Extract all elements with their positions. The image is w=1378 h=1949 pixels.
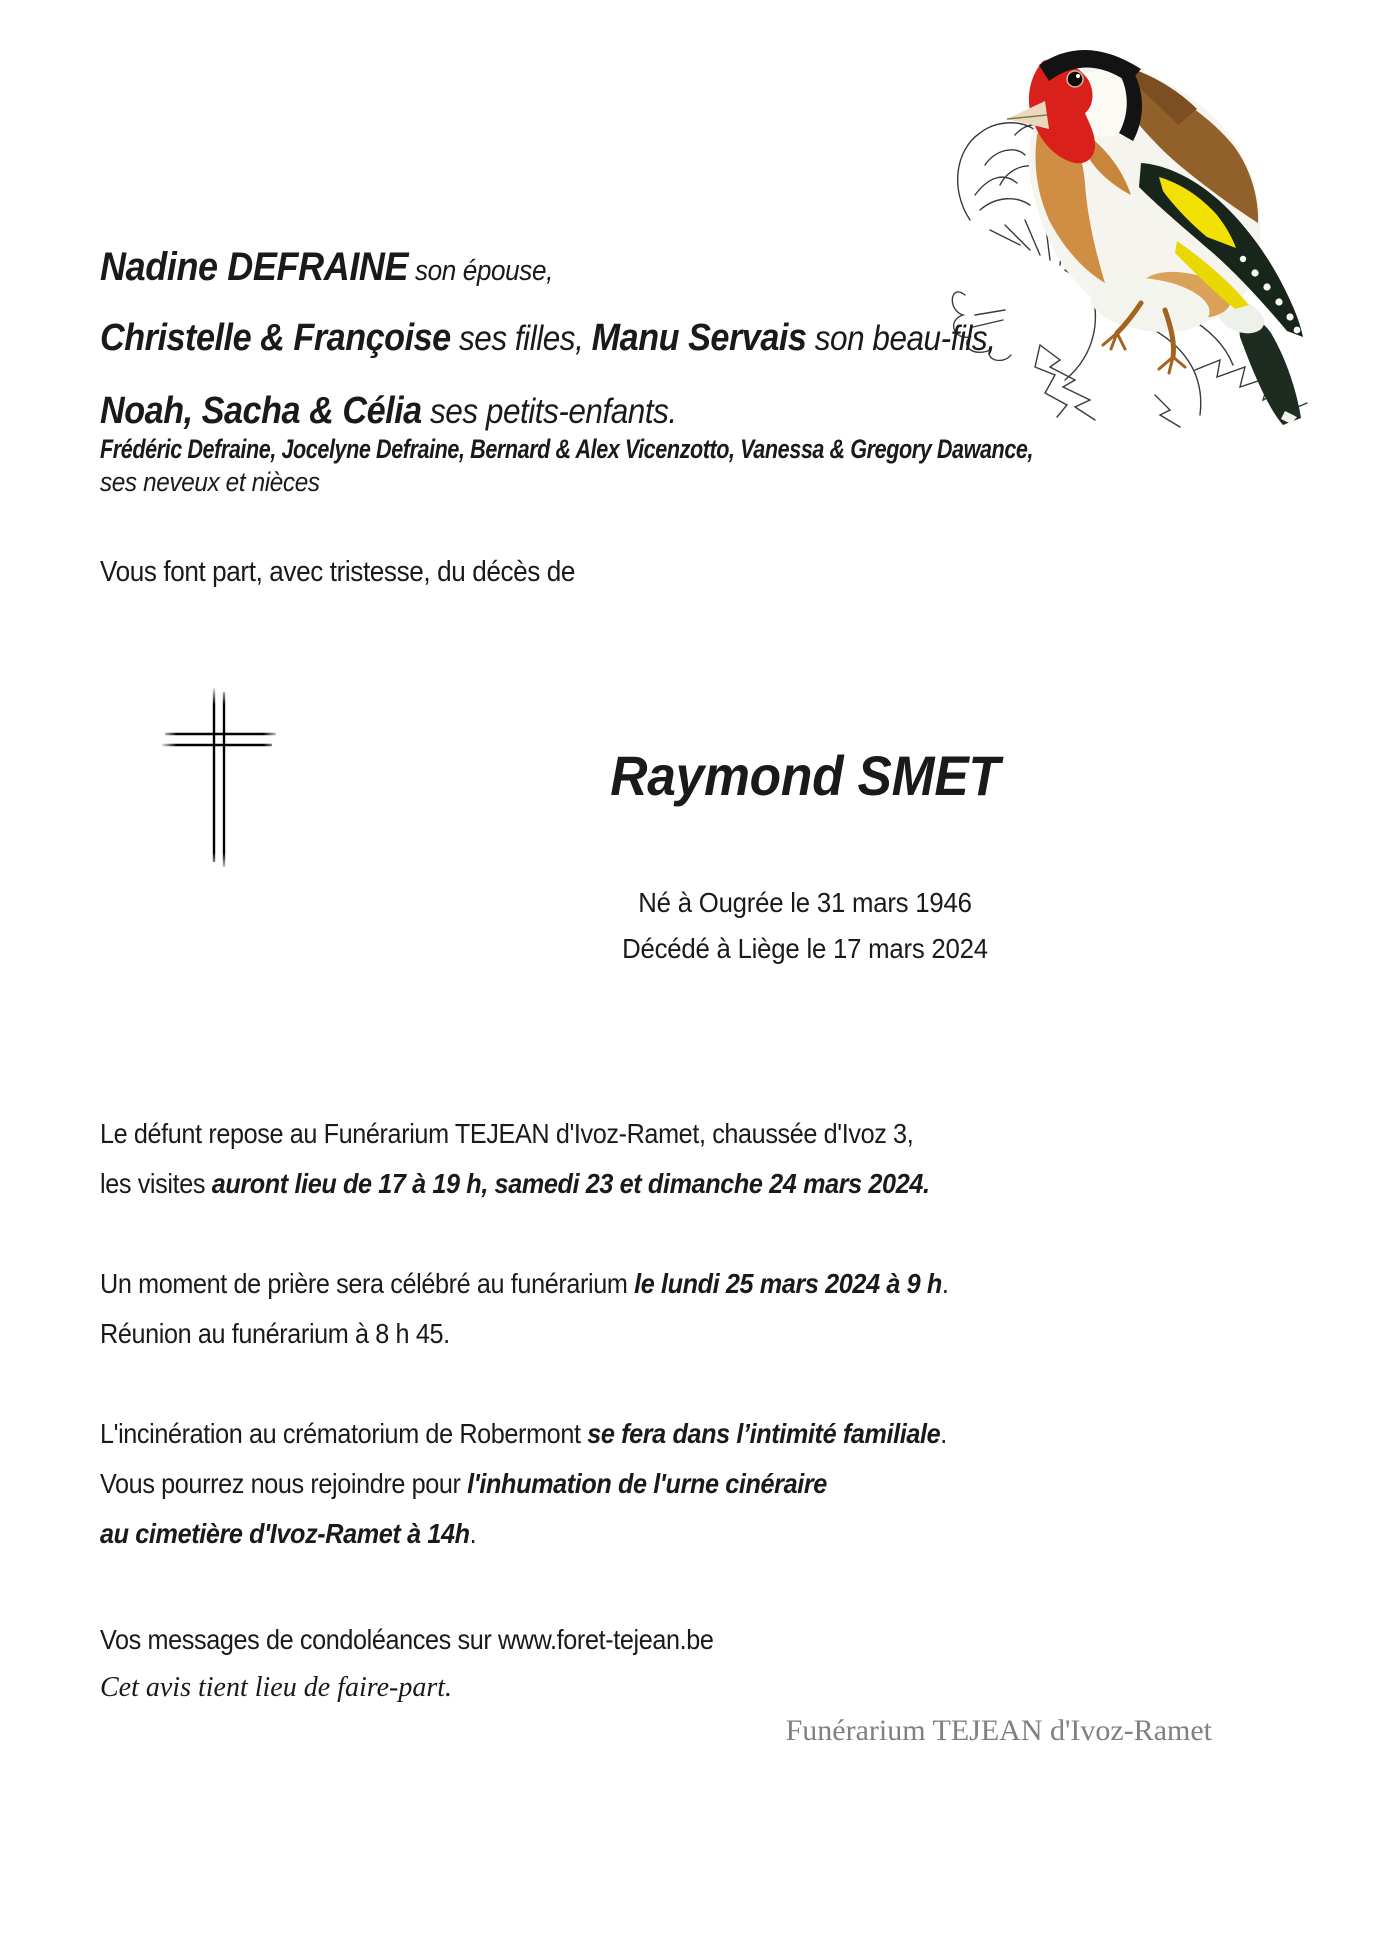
visits-line — [100, 1168, 930, 1200]
family-line-nephews-relation: ses neveux et nièces — [100, 467, 320, 497]
visits-schedule: auront lieu de 17 à 19 h, samedi 23 et dimanche 24 mars 2024. — [211, 1168, 930, 1199]
grandchildren-relation: ses petits-enfants. — [421, 392, 677, 431]
condolences-line: Vos messages de condoléances sur www.foret-tejean.be — [100, 1624, 714, 1655]
cremation-line — [100, 1418, 947, 1450]
daughters-relation: ses filles, — [450, 319, 592, 358]
prayer-datetime: le lundi 25 mars 2024 à 9 h — [634, 1268, 942, 1299]
cremation-prefix: L'incinération au crématorium de Robermont — [100, 1418, 588, 1449]
cremation-note: se fera dans l’intimité familiale — [587, 1418, 941, 1449]
join-line — [100, 1468, 827, 1500]
prayer-suffix: . — [941, 1268, 949, 1299]
life-dates — [278, 880, 1332, 972]
family-line-nephews-names: Frédéric Defraine, Jocelyne Defraine, Bernard & Alex Vicenzotto, Vanessa & Gregory Dawance, — [100, 434, 1034, 464]
death-line: Décédé à Liège le 17 mars 2024 — [622, 933, 988, 964]
meeting-line: Réunion au funérarium à 8 h 45. — [100, 1318, 450, 1349]
grandchildren-names: Noah, Sacha & Célia — [100, 390, 422, 432]
cross-icon — [160, 686, 280, 871]
join-prefix: Vous pourrez nous rejoindre pour — [100, 1468, 468, 1499]
birth-line: Né à Ougrée le 31 mars 1946 — [638, 887, 972, 918]
burial-line — [100, 1518, 476, 1550]
burial-place-time: au cimetière d'Ivoz-Ramet à 14h — [100, 1518, 470, 1549]
notice-line: Cet avis tient lieu de faire-part. — [100, 1672, 453, 1703]
burial-suffix: . — [469, 1518, 477, 1549]
spouse-relation: son épouse, — [408, 255, 553, 287]
repose-line: Le défunt repose au Funérarium TEJEAN d'Ivoz-Ramet, chaussée d'Ivoz 3, — [100, 1118, 914, 1149]
deceased-name: Raymond SMET — [610, 744, 1000, 807]
funeral-home-signature: Funérarium TEJEAN d'Ivoz-Ramet — [785, 1714, 1212, 1747]
visits-prefix: les visites — [100, 1168, 212, 1199]
prayer-line — [100, 1268, 949, 1300]
daughters-names: Christelle & Françoise — [100, 317, 451, 359]
son-in-law-name: Manu Servais — [591, 317, 807, 359]
son-in-law-relation: son beau-fils, — [806, 319, 996, 358]
spouse-name: Nadine DEFRAINE — [100, 245, 409, 289]
join-event: l'inhumation de l'urne cinéraire — [467, 1468, 827, 1499]
cremation-suffix: . — [940, 1418, 947, 1449]
announcement-text: Vous font part, avec tristesse, du décès de — [100, 556, 576, 588]
prayer-prefix: Un moment de prière sera célébré au funérarium — [100, 1268, 635, 1299]
deceased-block — [278, 0, 1332, 1000]
